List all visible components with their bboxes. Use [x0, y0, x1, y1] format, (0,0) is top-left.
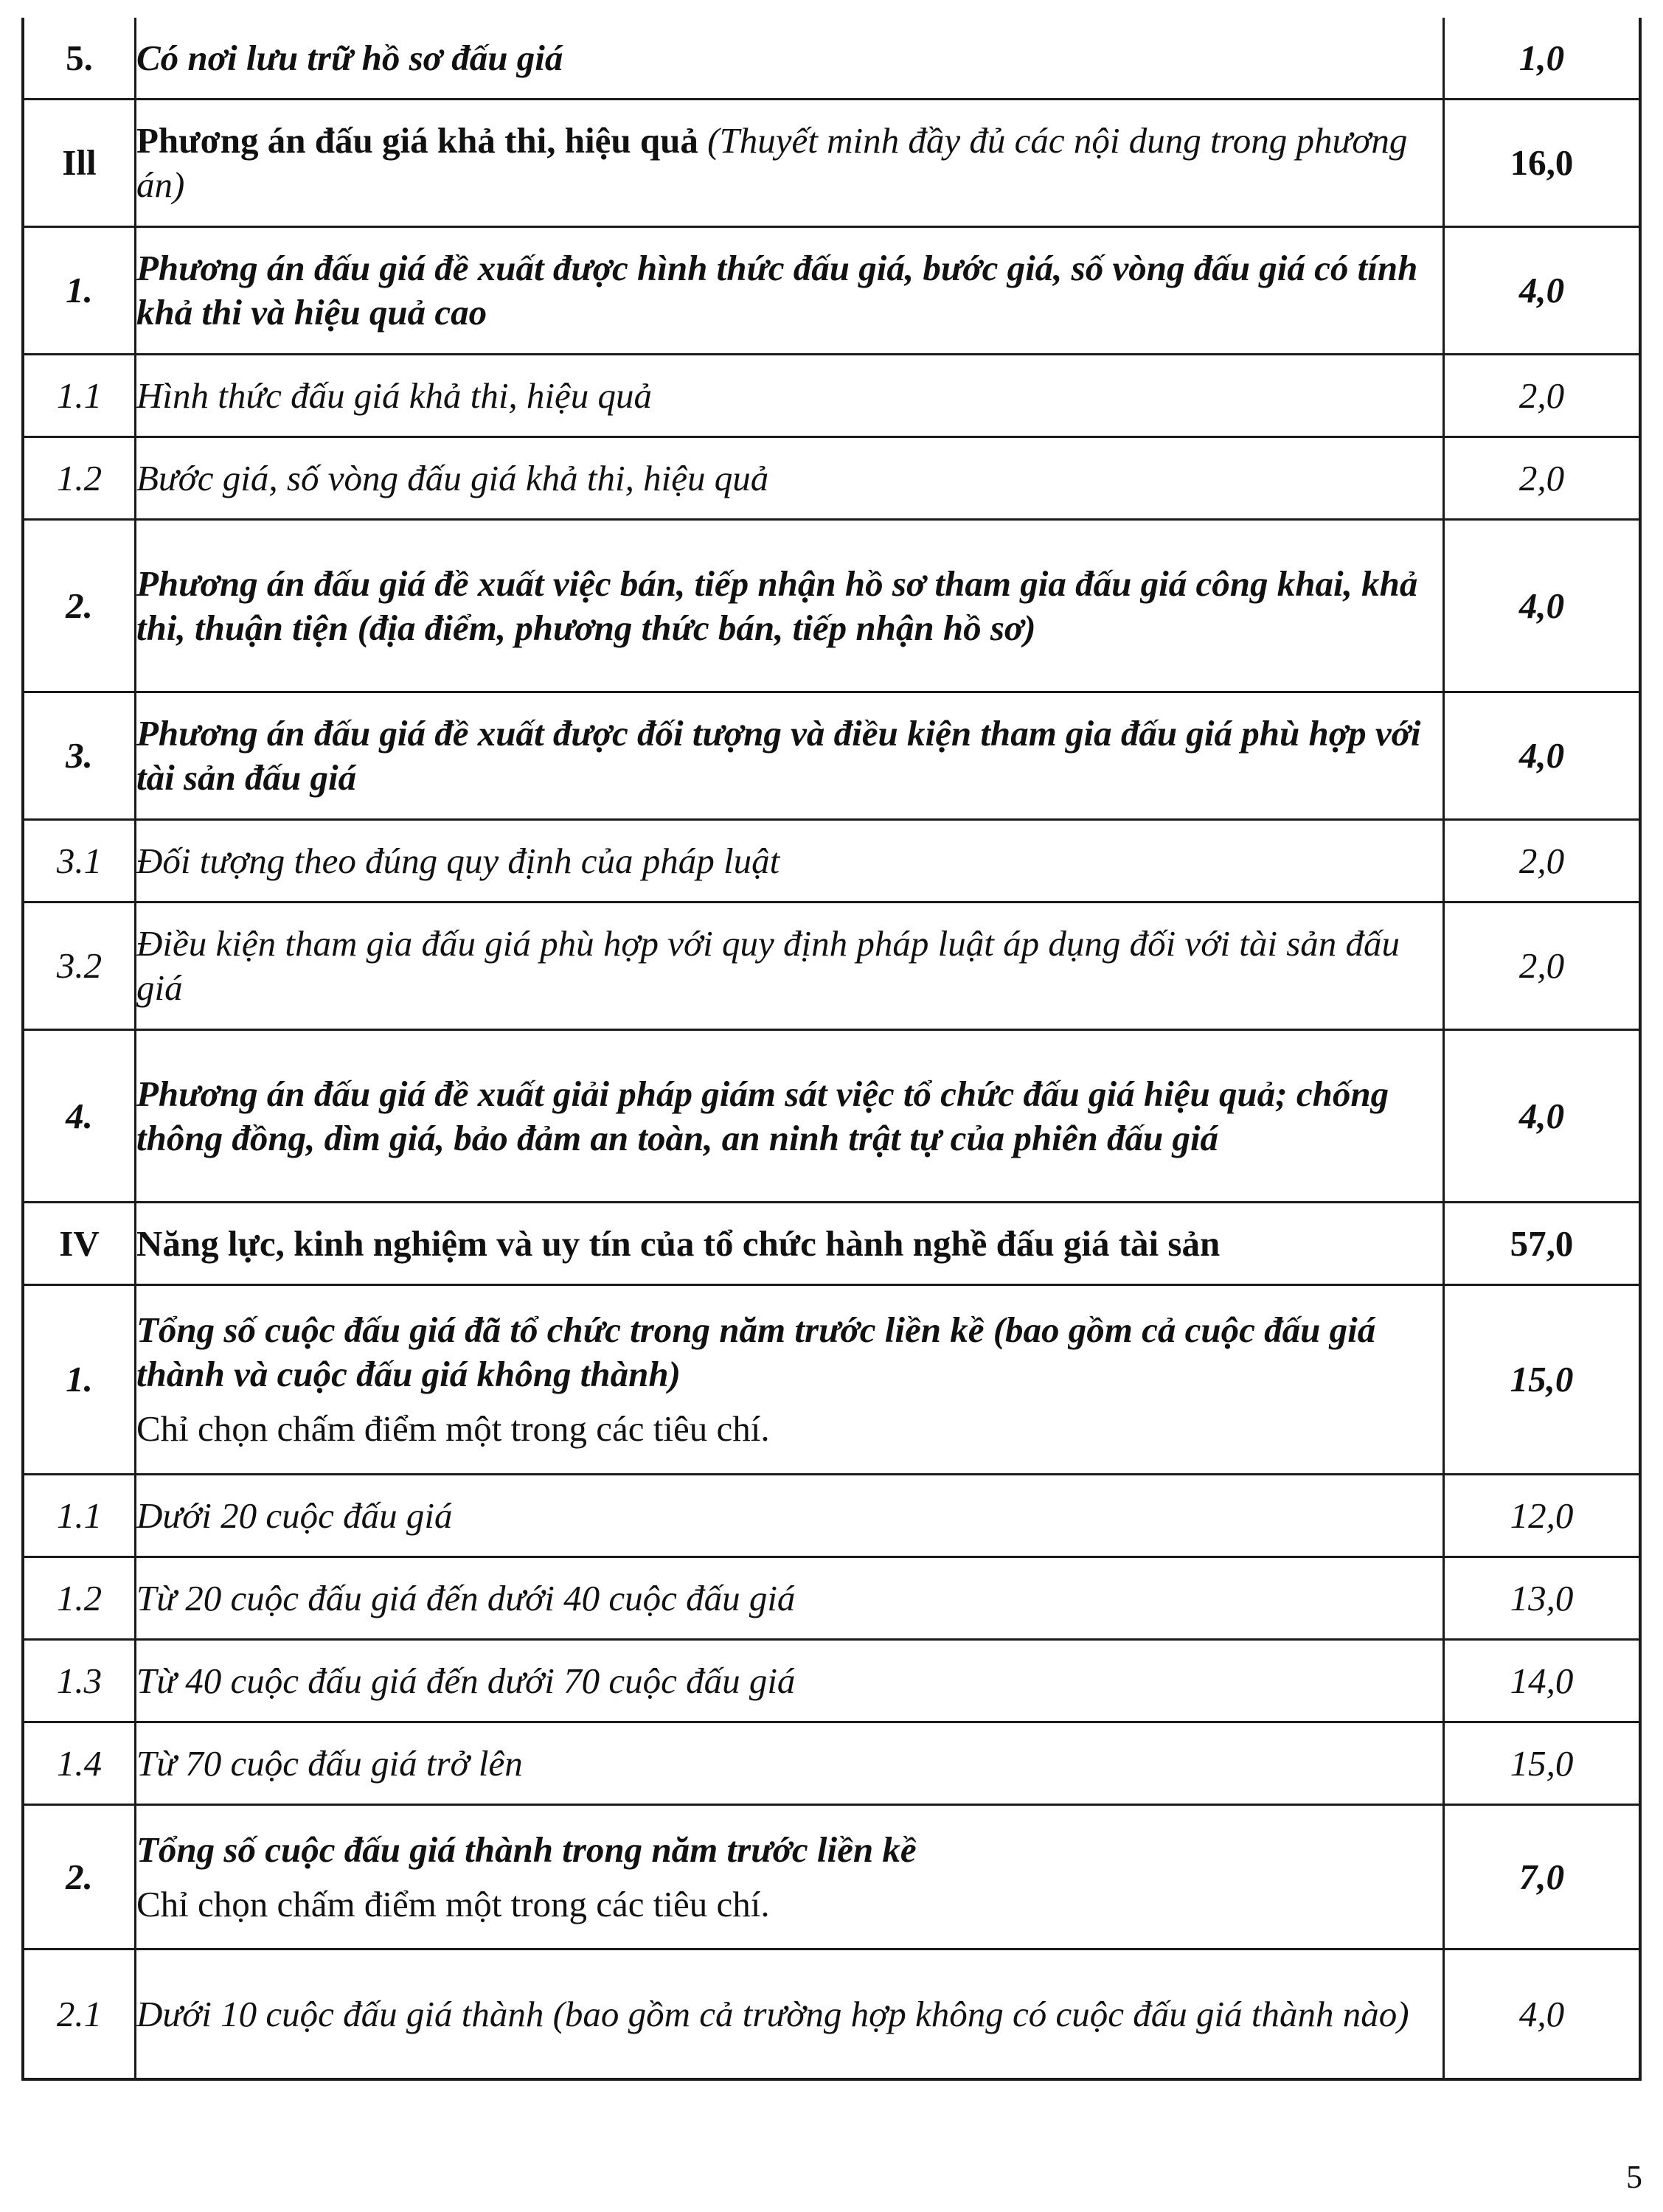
criterion-title: Tổng số cuộc đấu giá thành trong năm trước liền kề: [136, 1829, 917, 1870]
row-score: 2,0: [1518, 457, 1565, 498]
criterion-title: Đối tượng theo đúng quy định của pháp luật: [136, 840, 780, 881]
criterion-text: [136, 839, 780, 883]
table-row: [24, 1031, 1639, 1203]
row-number: 1.2: [24, 438, 136, 518]
row-score: 13,0: [1510, 1577, 1574, 1618]
criterion-title: Phương án đấu giá đề xuất giải pháp giám sát việc tổ chức đấu giá hiệu quả; chống thông đồng, dìm giá, bảo đảm an toàn, an ninh trật tự của phiên đấu giá: [136, 1073, 1389, 1158]
row-description: [136, 1203, 1445, 1284]
row-description: [136, 1641, 1445, 1721]
row-score: 1,0: [1518, 37, 1565, 78]
row-score: 4,0: [1518, 270, 1565, 310]
row-number: 1.: [24, 228, 136, 353]
row-score: 15,0: [1510, 1742, 1574, 1784]
row-score: 16,0: [1510, 142, 1574, 183]
table-row: [24, 1558, 1639, 1641]
row-score: 57,0: [1510, 1222, 1574, 1264]
criterion-text: [136, 246, 1434, 335]
criterion-text: [136, 1576, 795, 1621]
row-number: 3.1: [24, 821, 136, 901]
criterion-title: Phương án đấu giá đề xuất được hình thức đấu giá, bước giá, số vòng đấu giá có tính khả thi và hiệu quả cao: [136, 248, 1418, 333]
page-number: 5: [1626, 2159, 1642, 2195]
criterion-title: Từ 20 cuộc đấu giá đến dưới 40 cuộc đấu giá: [136, 1577, 796, 1618]
table-row: [24, 1723, 1639, 1806]
criterion-text: [136, 562, 1434, 650]
row-description: [136, 1031, 1445, 1201]
row-number: 3.2: [24, 903, 136, 1029]
criterion-title: Bước giá, số vòng đấu giá khả thi, hiệu quả: [136, 457, 769, 498]
row-score: 4,0: [1518, 585, 1565, 626]
criterion-text: [136, 374, 652, 418]
table-row: [24, 693, 1639, 821]
row-description: [136, 1723, 1445, 1804]
row-number: 2.1: [24, 1950, 136, 2078]
row-number: 1.3: [24, 1641, 136, 1721]
row-score: 2,0: [1518, 840, 1565, 881]
row-description: [136, 1475, 1445, 1556]
table-row: [24, 438, 1639, 521]
row-score: 14,0: [1510, 1660, 1574, 1701]
row-description: [136, 100, 1445, 226]
row-score: 4,0: [1518, 1095, 1565, 1136]
criterion-title: Có nơi lưu trữ hồ sơ đấu giá: [136, 37, 563, 78]
criterion-text: [136, 36, 563, 80]
row-score: 2,0: [1518, 945, 1565, 986]
row-number: 2.: [24, 1806, 136, 1948]
row-number: 4.: [24, 1031, 136, 1201]
criterion-note: Chỉ chọn chấm điểm một trong các tiêu chí.: [136, 1883, 770, 1924]
row-number: 1.1: [24, 355, 136, 436]
table-row: [24, 1475, 1639, 1558]
row-description: [136, 1950, 1445, 2078]
criteria-table: [21, 18, 1642, 2081]
criterion-text: [136, 1992, 1409, 2037]
row-description: [136, 693, 1445, 818]
table-row: [24, 1641, 1639, 1723]
row-number: 1.1: [24, 1475, 136, 1556]
criterion-text: [136, 456, 768, 501]
criterion-text: [136, 1659, 795, 1703]
criterion-title: Điều kiện tham gia đấu giá phù hợp với quy định pháp luật áp dụng đối với tài sản đấu giá: [136, 923, 1400, 1008]
criterion-title: Từ 40 cuộc đấu giá đến dưới 70 cuộc đấu giá: [136, 1660, 796, 1701]
criterion-text: [136, 1494, 453, 1538]
criterion-text: [136, 922, 1434, 1010]
row-score: 7,0: [1518, 1856, 1565, 1897]
criterion-text: [136, 1742, 523, 1786]
row-score: 2,0: [1518, 375, 1565, 416]
criterion-title: Dưới 20 cuộc đấu giá: [136, 1495, 453, 1536]
row-description: [136, 903, 1445, 1029]
criterion-title: Tổng số cuộc đấu giá đã tổ chức trong năm trước liền kề (bao gồm cả cuộc đấu giá thành và cuộc đấu giá không thành): [136, 1310, 1376, 1394]
row-number: 5.: [24, 18, 136, 98]
row-number: Ill: [24, 100, 136, 226]
row-number: 3.: [24, 693, 136, 818]
table-row: [24, 18, 1639, 100]
table-row: [24, 355, 1639, 438]
table-row: [24, 821, 1639, 903]
row-number: 1.4: [24, 1723, 136, 1804]
row-description: [136, 438, 1445, 518]
row-description: [136, 355, 1445, 436]
criterion-title: Dưới 10 cuộc đấu giá thành (bao gồm cả trường hợp không có cuộc đấu giá thành nào): [136, 1993, 1409, 2034]
criterion-text: [136, 1828, 917, 1872]
row-score: 12,0: [1510, 1495, 1574, 1536]
table-row: [24, 228, 1639, 355]
table-row: [24, 903, 1639, 1031]
table-row: [24, 1203, 1639, 1286]
criterion-title: Phương án đấu giá khả thi, hiệu quả: [136, 120, 698, 161]
criterion-title: Từ 70 cuộc đấu giá trở lên: [136, 1742, 523, 1784]
criterion-text: [136, 119, 1434, 207]
criterion-text: [136, 1308, 1434, 1397]
row-description: [136, 521, 1445, 691]
table-row: [24, 1286, 1639, 1475]
table-row: [24, 100, 1639, 228]
row-score: 4,0: [1518, 1993, 1565, 2034]
row-number: 2.: [24, 521, 136, 691]
criterion-note: Chỉ chọn chấm điểm một trong các tiêu chí.: [136, 1408, 770, 1449]
criterion-title: Phương án đấu giá đề xuất việc bán, tiếp nhận hồ sơ tham gia đấu giá công khai, khả thi, thuận tiện (địa điểm, phương thức bán, tiếp nhận hồ sơ): [136, 563, 1418, 648]
criterion-extra: (Thuyết minh đầy đủ các nội dung trong phương án): [136, 120, 1408, 205]
table-row: [24, 1950, 1639, 2078]
row-description: [136, 1558, 1445, 1638]
row-number: 1.2: [24, 1558, 136, 1638]
row-number: IV: [24, 1203, 136, 1284]
row-description: [136, 228, 1445, 353]
criterion-title: Phương án đấu giá đề xuất được đối tượng và điều kiện tham gia đấu giá phù hợp với tài sản đấu giá: [136, 713, 1421, 798]
criterion-title: Hình thức đấu giá khả thi, hiệu quả: [136, 375, 653, 416]
table-row: [24, 521, 1639, 693]
criterion-text: [136, 712, 1434, 800]
criterion-text: [136, 1072, 1434, 1161]
row-score: 15,0: [1510, 1359, 1574, 1399]
row-description: [136, 1286, 1445, 1473]
table-row: [24, 1806, 1639, 1950]
row-description: [136, 1806, 1445, 1948]
criterion-text: [136, 1222, 1220, 1266]
row-number: 1.: [24, 1286, 136, 1473]
criterion-title: Năng lực, kinh nghiệm và uy tín của tổ chức hành nghề đấu giá tài sản: [136, 1222, 1221, 1264]
row-description: [136, 18, 1445, 98]
row-score: 4,0: [1518, 735, 1565, 776]
row-description: [136, 821, 1445, 901]
